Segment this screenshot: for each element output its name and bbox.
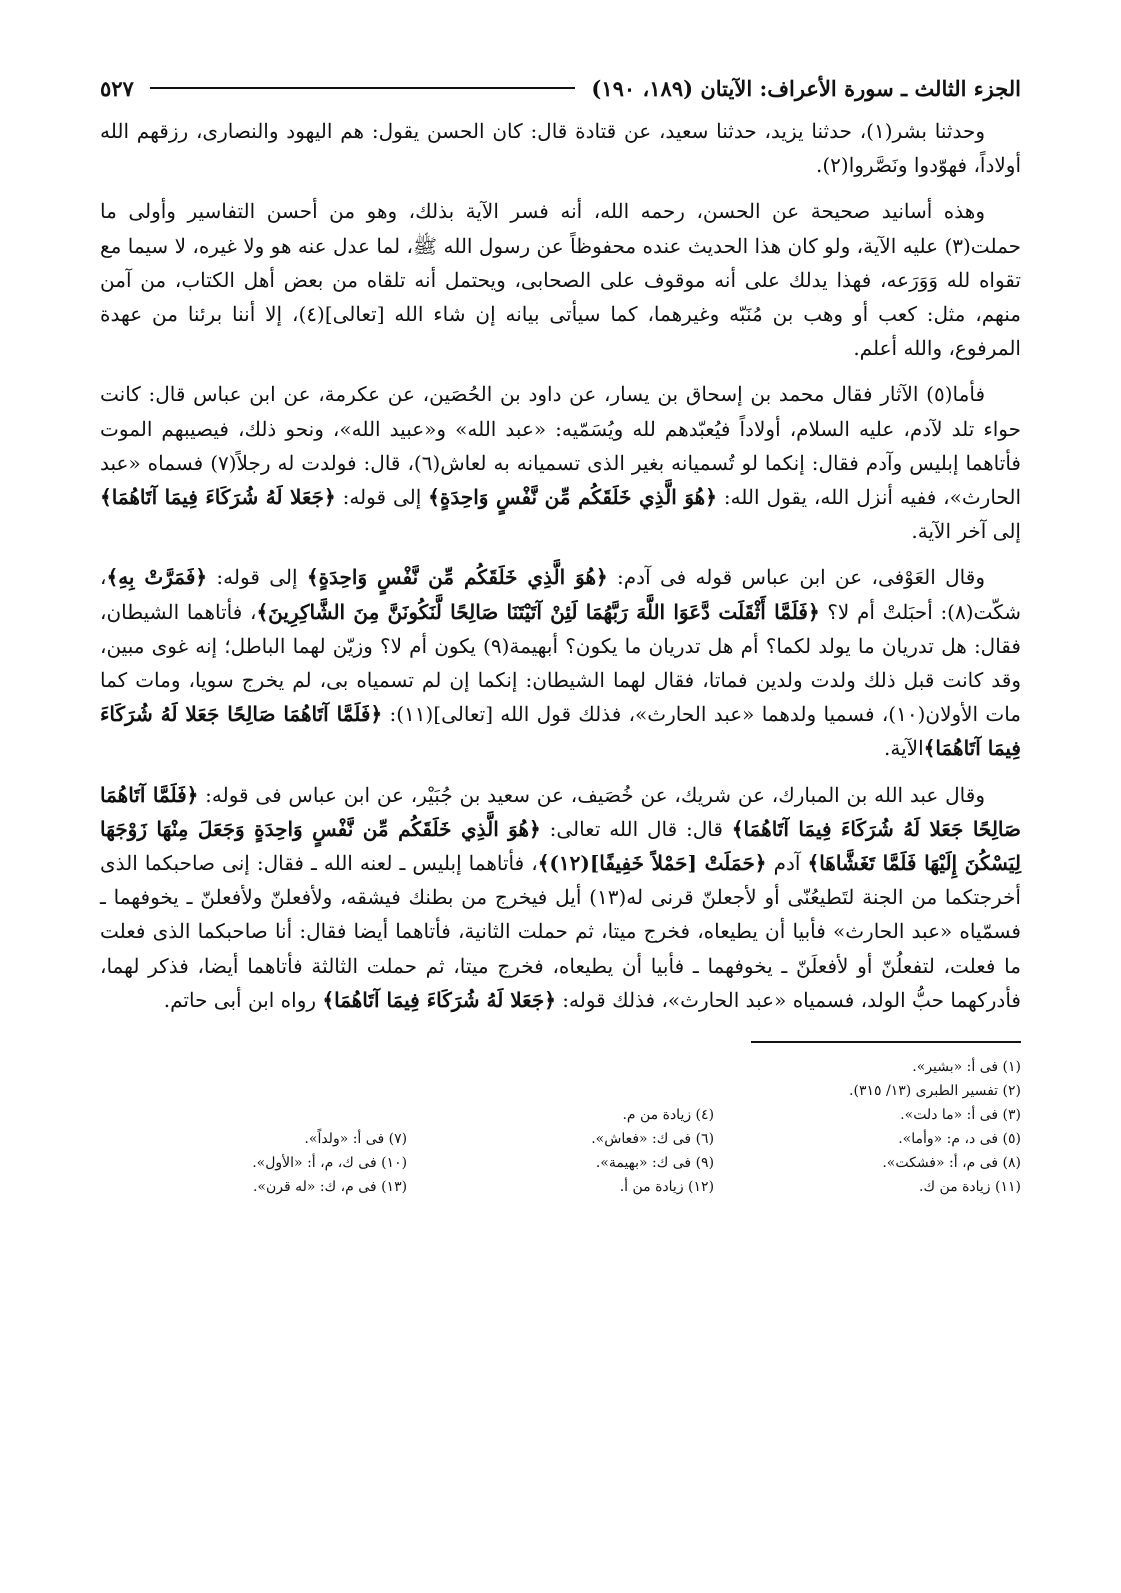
- quran-quote: ﴿فَلَمَّا آتَاهُمَا صَالِحًا جَعَلا لَهُ شُرَكَاءَ فِيمَا آتَاهُمَا﴾: [100, 702, 1021, 761]
- quran-quote: ﴿فَلَمَّا أَثْقَلَت دَّعَوَا اللَّهَ رَبَّهُمَا لَئِنْ آتَيْتَنَا صَالِحًا لَّنَكُونَنَّ مِنَ الشَّاكِرِينَ﴾: [256, 599, 820, 624]
- quran-quote: ﴿هُوَ الَّذِي خَلَقَكُم مِّن نَّفْسٍ وَاحِدَةٍ﴾: [306, 565, 608, 590]
- text-run: ، فأتاهما إبليس ـ لعنه الله ـ فقال: إنى صاحبكما الذى أخرجتكما من الجنة لتَطيعُنّى أو لأجعلنّ قرنى له(١٣) أيل فيخرج من بطنك فيشقه، ولأفعلنّ ولأفعلنّ ـ يخوفهما ـ فسمّياه «عبد الحارث» فأبيا أن يطيعاه، فخرج ميتا، ثم حملت الثانية، فأتاهما أيضا فقال: أنا صاحبكما الذى فعلت ما فعلت، لتفعلُنّ أو لأفعلَنّ ـ يخوفهما ـ فأبيا أن يطيعاه، فخرج ميتا، ثم حملت الثالثة فأتاهما أيضا، فذكر لهما، فأدركهما حبُّ الولد، فسمياه «عبد الحارث»، فذلك قوله:: [100, 851, 1021, 1012]
- footnote: (٤) زيادة من م.: [622, 1107, 715, 1124]
- footnote-row: [100, 1175, 1021, 1199]
- body-text: [100, 114, 1021, 1017]
- running-header: [100, 68, 1021, 108]
- footnote-row: [100, 1103, 1021, 1127]
- quran-quote: ﴿هُوَ الَّذِي خَلَقَكُم مِّن نَّفْسٍ وَاحِدَةٍ وَجَعَلَ مِنْهَا زَوْجَهَا لِيَسْكُنَ إِلَيْهَا فَلَمَّا تَغَشَّاهَا﴾: [100, 816, 1021, 876]
- footnote: (١١) زيادة من ك.: [919, 1179, 1021, 1196]
- body-paragraph: [100, 114, 1021, 182]
- text-run: قال: قال الله تعالى:: [540, 816, 732, 841]
- text-run: وهذه أسانيد صحيحة عن الحسن، رحمه الله، أنه فسر الآية بذلك، وهو من أحسن التفاسير وأولى ما حملت(٣) عليه الآية، ولو كان هذا الحديث عنده محفوظاً عن رسول الله ﷺ، لما عدل عنه هو ولا غيره، لا سيما مع تقواه لله وَوَرَعه، فهذا يدلك على أنه موقوف على الصحابى، ويحتمل أنه تلقاه من بعض أهل الكتاب، من آمن منهم، مثل: كعب أو وهب بن مُنَبّه وغيرهما، كما سيأتى بيانه إن شاء الله [تعالى](٤)، إلا أننا برئنا من عهدة المرفوع، والله أعلم.: [100, 199, 1022, 361]
- text-run: وحدثنا بشر(١)، حدثنا يزيد، حدثنا سعيد، عن قتادة قال: كان الحسن يقول: هم اليهود والنصارى، رزقهم الله أولاداً، فهوّدوا ونَصَّروا(٢).: [100, 119, 1021, 178]
- header-title: الجزء الثالث ـ سورة الأعراف: الآيتان (١٨٩، ١٩٠): [591, 75, 1021, 101]
- text-run: فأما(٥) الآثار فقال محمد بن إسحاق بن يسار، عن داود بن الحُصَين، عن عكرمة، عن ابن عباس قال: كانت حواء تلد لآدم، عليه السلام، أولاداً فيُعبّدهم لله ويُسَمّيه: «عبد الله» و«عبيد الله»، ونحو ذلك، فيصيبهم الموت فأتاهما إبليس وآدم فقال: إنكما لو تُسميانه بغير الذى تسميانه به لعاش(٦)، قال: فولدت له رجلاً(٧) فسماه «عبد الحارث»، ففيه أنزل الله، يقول الله:: [100, 382, 1021, 510]
- footnote-rule: [751, 1041, 1021, 1043]
- page-number: ٥٢٧: [100, 75, 134, 101]
- footnote-row: [100, 1127, 1021, 1151]
- footnote: (١٢) زيادة من أ.: [619, 1179, 715, 1196]
- footnote: (٩) فى ك: «بهيمة».: [595, 1155, 715, 1172]
- footnote: (١٠) فى ك، م، أ: «الأول».: [252, 1155, 408, 1172]
- quran-quote: ﴿جَعَلا لَهُ شُرَكَاءَ فِيمَا آتَاهُمَا﴾: [322, 987, 556, 1012]
- text-run: آدم: [766, 851, 808, 876]
- text-run: ، فأتاهما الشيطان، فقال: هل تدريان ما يولد لكما؟ أم هل تدريان ما يكون؟ أبهيمة(٩) يكون أم لا؟ وزيّن لهما الباطل؛ إنه غوى مبين، وقد كانت قبل ذلك ولدت ولدين فماتا، فقال لهما الشيطان: إنكما إن لم تسمياه بى، لم يخرج سويا، ومات كما مات الأولان(١٠)، فسميا ولدهما «عبد الحارث»، فذلك قول الله [تعالى](١١):: [100, 599, 1022, 727]
- text-run: رواه ابن أبى حاتم.: [163, 987, 323, 1012]
- text-run: ، شكّت(٨): أحبَلتْ أم لا؟: [100, 565, 1021, 624]
- footnote: (٧) فى أ: «ولداً».: [304, 1131, 408, 1148]
- header-rule: [150, 87, 576, 89]
- footnote: (٣) فى أ: «ما دلت».: [900, 1107, 1021, 1124]
- text-run: وقال العَوْفى، عن ابن عباس قوله فى آدم:: [607, 565, 985, 590]
- footnote: (٥) فى د، م: «وأما».: [898, 1131, 1021, 1148]
- footnotes: [100, 1055, 1021, 1199]
- footnote: (٨) فى م، أ: «فشكت».: [882, 1155, 1021, 1172]
- quran-quote: ﴿جَعَلا لَهُ شُرَكَاءَ فِيمَا آتَاهُمَا﴾: [100, 485, 336, 510]
- quran-quote: ﴿حَمَلَتْ [حَمْلاً خَفِيفًا](١٢)﴾: [537, 851, 767, 876]
- quran-quote: ﴿فَمَرَّتْ بِهِ﴾: [106, 565, 208, 590]
- text-run: إلى آخر الآية.: [911, 519, 1021, 544]
- quran-quote: ﴿فَلَمَّا آتَاهُمَا صَالِحًا جَعَلا لَهُ شُرَكَاءَ فِيمَا آتَاهُمَا﴾: [100, 782, 1022, 841]
- quran-quote: ﴿هُوَ الَّذِي خَلَقَكُم مِّن نَّفْسٍ وَاحِدَةٍ﴾: [428, 485, 717, 510]
- footnote: (٢) تفسير الطبرى (١٣/ ٣١٥).: [849, 1083, 1021, 1100]
- body-paragraph: [100, 778, 1021, 1017]
- footnote: (١) فى أ: «بشير».: [912, 1059, 1021, 1076]
- body-paragraph: [100, 560, 1021, 765]
- text-run: إلى قوله:: [335, 485, 429, 510]
- footnote: (١٣) فى م، ك: «له قرن».: [252, 1179, 408, 1196]
- footnote-row: [100, 1151, 1021, 1175]
- body-paragraph: [100, 377, 1021, 548]
- text-run: وقال عبد الله بن المبارك، عن شريك، عن خُصَيف، عن سعيد بن جُبَيْر، عن ابن عباس فى قوله:: [198, 782, 985, 807]
- footnote: (٦) فى ك: «فعاش».: [591, 1131, 715, 1148]
- footnote-empty: [100, 1103, 407, 1127]
- text-run: إلى قوله:: [207, 565, 307, 590]
- body-paragraph: [100, 194, 1021, 365]
- text-run: الآية.: [884, 736, 924, 761]
